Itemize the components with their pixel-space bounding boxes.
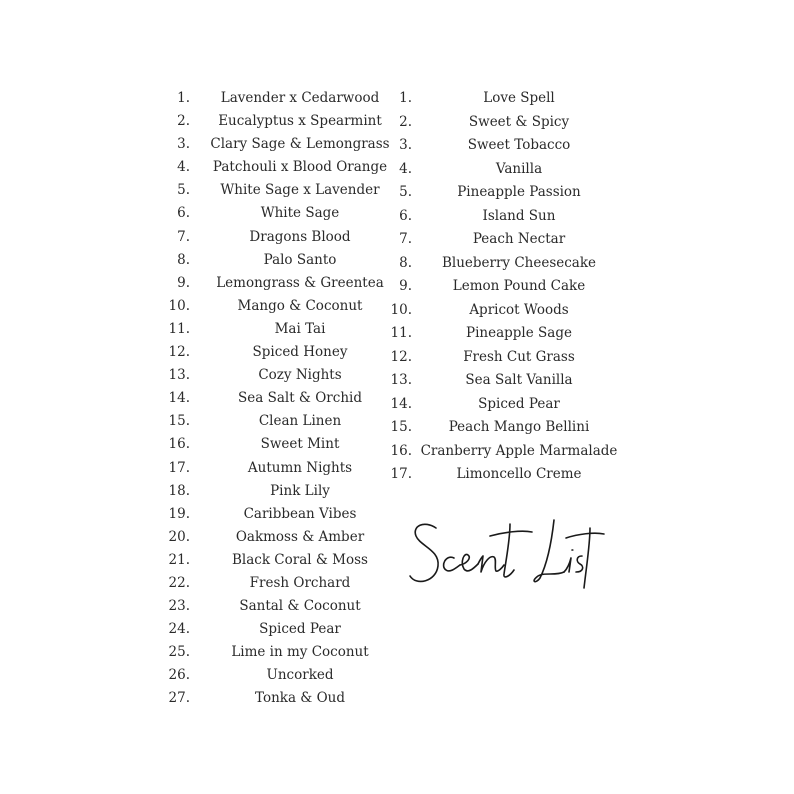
scent-name: Palo Santo (263, 251, 337, 268)
right-list-item (382, 111, 622, 135)
item-number: 5. (177, 182, 190, 199)
scent-name: Lavender x Cedarwood (220, 90, 380, 106)
left-list-item (160, 595, 390, 618)
scent-name: Peach Nectar (472, 231, 566, 247)
scent-name: Lemon Pound Cake (452, 278, 586, 294)
scent-name: Sweet & Spicy (468, 113, 570, 130)
item-number: 1. (177, 90, 190, 106)
scent-name: Patchouli x Blood Orange (212, 159, 388, 176)
item-number: 2. (177, 113, 190, 130)
left-list-item (160, 480, 390, 503)
left-list-item (160, 110, 390, 133)
scent-name: Apricot Woods (469, 301, 569, 318)
scent-name: Lime in my Coconut (231, 644, 369, 661)
scent-name: Sea Salt & Orchid (238, 390, 362, 407)
scent-name: Mango & Coconut (237, 297, 363, 314)
scent-name: Mai Tai (274, 320, 326, 337)
right-list-item (382, 322, 622, 346)
left-list-item (160, 572, 390, 595)
item-number: 12. (390, 348, 412, 365)
scent-name: Fresh Orchard (249, 574, 351, 591)
right-list-item (382, 275, 622, 299)
right-list-item (382, 205, 622, 229)
scent-list-left (160, 87, 390, 711)
scent-list-title (406, 510, 606, 594)
scent-name: Peach Mango Bellini (448, 419, 590, 435)
left-list-item (160, 249, 390, 272)
item-number: 15. (390, 419, 412, 435)
item-number: 5. (399, 184, 412, 200)
right-list-item (382, 440, 622, 464)
right-list-item (382, 346, 622, 370)
scent-name: Oakmoss & Amber (235, 528, 365, 545)
left-list-item (160, 156, 390, 179)
left-list-item (160, 618, 390, 641)
item-number: 24. (168, 621, 190, 638)
right-list-item (382, 463, 622, 487)
item-number: 7. (399, 231, 412, 247)
right-list-item (382, 393, 622, 417)
scent-name: Clary Sage & Lemongrass (210, 136, 390, 153)
scent-name: Dragons Blood (249, 228, 351, 245)
item-number: 14. (390, 395, 412, 412)
item-number: 14. (168, 390, 190, 407)
scent-name: Blueberry Cheesecake (441, 254, 597, 271)
item-number: 7. (177, 228, 190, 245)
left-list-item (160, 341, 390, 364)
scent-name: Cranberry Apple Marmalade (420, 442, 618, 459)
left-list-item (160, 549, 390, 572)
scent-name: Caribbean Vibes (243, 505, 357, 522)
item-number: 21. (168, 551, 190, 568)
scent-name: Pineapple Passion (457, 184, 581, 200)
left-list-item (160, 226, 390, 249)
item-number: 8. (399, 254, 412, 271)
scent-name: White Sage (260, 205, 340, 222)
scent-name: White Sage x Lavender (220, 182, 380, 199)
item-number: 11. (168, 320, 190, 337)
item-number: 26. (168, 667, 190, 684)
item-number: 3. (399, 137, 412, 153)
scent-list-script-title (406, 510, 606, 594)
scent-name: Spiced Pear (259, 621, 341, 638)
item-number: 1. (399, 90, 412, 106)
scent-name: Black Coral & Moss (231, 551, 368, 568)
item-number: 20. (168, 528, 190, 545)
scent-list-right (382, 87, 622, 487)
left-list-item (160, 318, 390, 341)
right-list-item (382, 228, 622, 252)
item-number: 3. (177, 136, 190, 153)
item-number: 6. (177, 205, 190, 222)
left-list-item (160, 272, 390, 295)
item-number: 23. (168, 598, 190, 615)
scent-name: Eucalyptus x Spearmint (218, 113, 382, 130)
left-list-item (160, 664, 390, 687)
right-list-item (382, 416, 622, 440)
item-number: 18. (168, 482, 190, 499)
left-list-item (160, 687, 390, 710)
item-number: 8. (177, 251, 190, 268)
scent-name: Spiced Honey (252, 344, 348, 361)
item-number: 10. (168, 297, 190, 314)
scent-name: Island Sun (482, 207, 556, 224)
item-number: 9. (177, 274, 190, 291)
item-number: 9. (399, 278, 412, 294)
right-list-item (382, 158, 622, 182)
right-list-item (382, 252, 622, 276)
item-number: 27. (168, 690, 190, 707)
scent-name: Tonka & Oud (254, 690, 345, 707)
scent-name: Clean Linen (258, 413, 342, 430)
left-list-item (160, 133, 390, 156)
left-list-item (160, 295, 390, 318)
left-list-item (160, 503, 390, 526)
scent-name: Vanilla (495, 160, 543, 177)
left-list-item (160, 387, 390, 410)
item-number: 12. (168, 344, 190, 361)
item-number: 13. (168, 367, 190, 384)
scent-name: Sweet Tobacco (467, 137, 571, 153)
scent-name: Lemongrass & Greentea (216, 274, 384, 291)
item-number: 2. (399, 113, 412, 130)
scent-name: Autumn Nights (247, 459, 353, 476)
left-list-item (160, 364, 390, 387)
left-list-item (160, 457, 390, 480)
item-number: 4. (399, 160, 412, 177)
scent-name: Love Spell (483, 90, 555, 106)
item-number: 17. (390, 466, 412, 482)
item-number: 6. (399, 207, 412, 224)
item-number: 19. (168, 505, 190, 522)
item-number: 25. (168, 644, 190, 661)
right-list-item (382, 181, 622, 205)
item-number: 4. (177, 159, 190, 176)
scent-name: Pineapple Sage (466, 325, 572, 341)
scent-name: Uncorked (266, 667, 334, 684)
left-list-item (160, 179, 390, 202)
right-list-item (382, 87, 622, 111)
item-number: 17. (168, 459, 190, 476)
scent-name: Sea Salt Vanilla (465, 372, 573, 388)
item-number: 15. (168, 413, 190, 430)
left-list-item (160, 526, 390, 549)
right-list-item (382, 299, 622, 323)
left-list-item (160, 202, 390, 225)
right-list-item (382, 369, 622, 393)
item-number: 22. (168, 574, 190, 591)
left-list-item (160, 87, 390, 110)
scent-name: Pink Lily (270, 482, 330, 499)
scent-name: Fresh Cut Grass (463, 348, 575, 365)
scent-name: Sweet Mint (260, 436, 340, 453)
left-list-item (160, 410, 390, 433)
left-list-item (160, 641, 390, 664)
scent-name: Limoncello Creme (456, 466, 582, 482)
right-list-item (382, 134, 622, 158)
item-number: 11. (390, 325, 412, 341)
item-number: 10. (390, 301, 412, 318)
scent-name: Santal & Coconut (239, 598, 361, 615)
item-number: 16. (168, 436, 190, 453)
item-number: 13. (390, 372, 412, 388)
scent-name: Cozy Nights (258, 367, 342, 384)
item-number: 16. (390, 442, 412, 459)
scent-name: Spiced Pear (478, 395, 560, 412)
left-list-item (160, 433, 390, 456)
